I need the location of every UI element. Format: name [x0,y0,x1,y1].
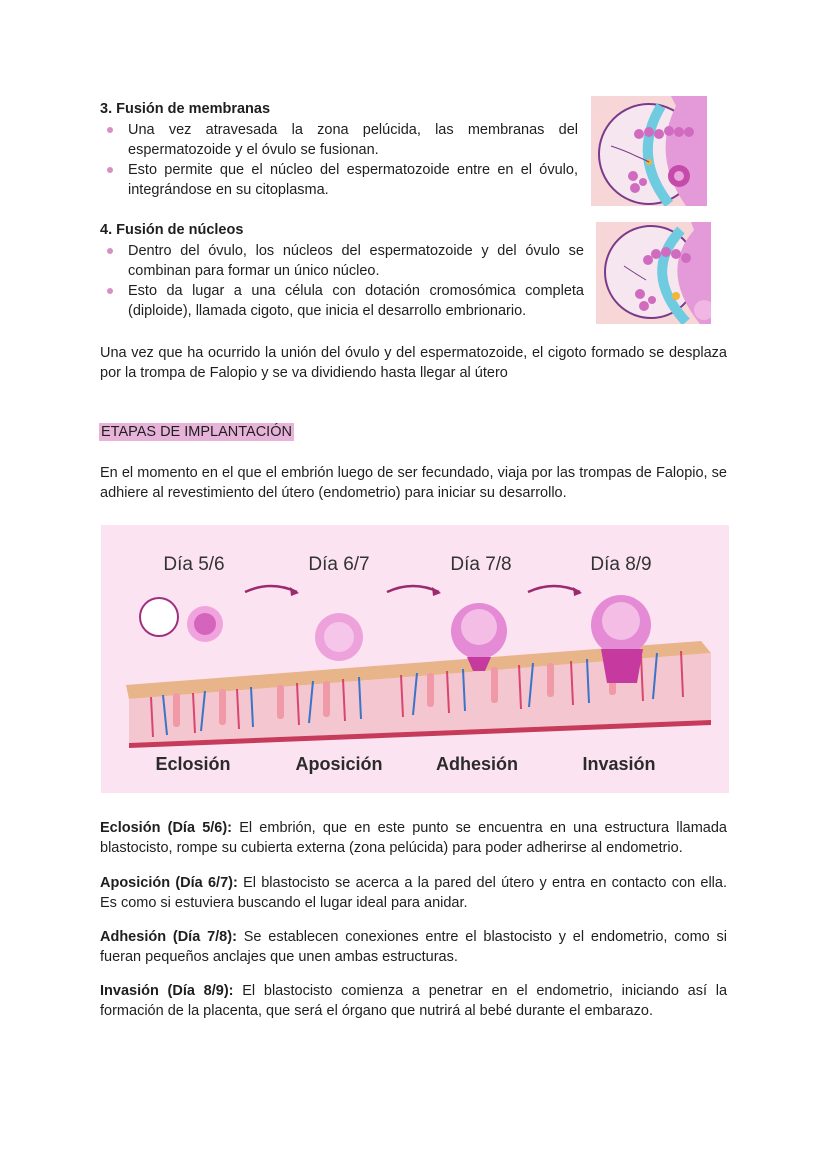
implantation-stages-figure [101,525,729,793]
stage-label: Adhesión [435,754,519,774]
section-4-title: 4. Fusión de núcleos [100,222,244,238]
day-label: Día 7/8 [450,554,512,575]
implantation-intro: En el momento en el que el embrión luego de ser fecundado, viaja por las trompas de Falopio, se adhiere al revestimiento del útero (endometrio) para iniciar su desarrollo. [100,465,727,501]
implantation-heading [99,423,294,441]
zygote-paragraph: Una vez que ha ocurrido la unión del óvulo y del espermatozoide, el cigoto formado se desplaza por la trompa de Falopio y se va dividiendo hasta llegar al útero [100,345,727,381]
section-3-bullets [100,120,578,200]
zona-pellucida-shell [140,598,178,636]
list-item: Dentro del óvulo, los núcleos del espermatozoide y del óvulo se combinan para formar un único núcleo. [100,241,584,281]
day-label: Día 5/6 [163,554,225,575]
day-label: Día 6/7 [308,554,370,575]
stage-description-apposition [100,873,727,913]
list-item: Una vez atravesada la zona pelúcida, las membranas del espermatozoide y el óvulo se fusionan. [100,120,578,160]
stage-label: Invasión [582,754,656,774]
stage-label: Eclosión [155,754,231,774]
nuclei-fusion-illustration [596,222,711,324]
day-label: Día 8/9 [590,554,652,575]
stage-description-label: Eclosión (Día 5/6): [100,820,233,836]
stage-description-label: Invasión (Día 8/9): [100,983,234,999]
stage-description-text: El blastocisto se acerca a la pared del útero y entra en contacto con ella. Es como si estuviera buscando el lugar ideal para anidar. [100,875,727,911]
stage-description-text: El blastocisto comienza a penetrar en el endometrio, iniciando así la formación de la placenta, que será el órgano que nutrirá al bebé durante el embarazo. [100,983,728,1019]
section-4-bullets [100,241,584,321]
stage-description-invasion [100,981,727,1021]
section-3-title: 3. Fusión de membranas [100,101,271,117]
stage-description-hatching [100,818,727,858]
stage-description-text: El embrión, que en este punto se encuentra en una estructura llamada blastocisto, rompe su cubierta externa (zona pelúcida) para poder adherirse al endometrio. [100,820,727,856]
stage-description-label: Adhesión (Día 7/8): [100,929,237,945]
list-item: Esto permite que el núcleo del espermatozoide entre en el óvulo, integrándose en su citoplasma. [100,160,578,200]
stage-description-text: Se establecen conexiones entre el blastocisto y el endometrio, como si fueran pequeños anclajes que unen ambas estructuras. [100,929,728,965]
membrane-fusion-illustration [591,96,707,206]
stage-label: Aposición [295,754,383,774]
implantation-heading-text: ETAPAS DE IMPLANTACIÓN [101,424,292,440]
stage-description-label: Aposición (Día 6/7): [100,875,238,891]
list-item: Esto da lugar a una célula con dotación cromosómica completa (diploide), llamada cigoto, que inicia el desarrollo embrionario. [100,281,584,321]
stage-description-adhesion [100,927,727,967]
